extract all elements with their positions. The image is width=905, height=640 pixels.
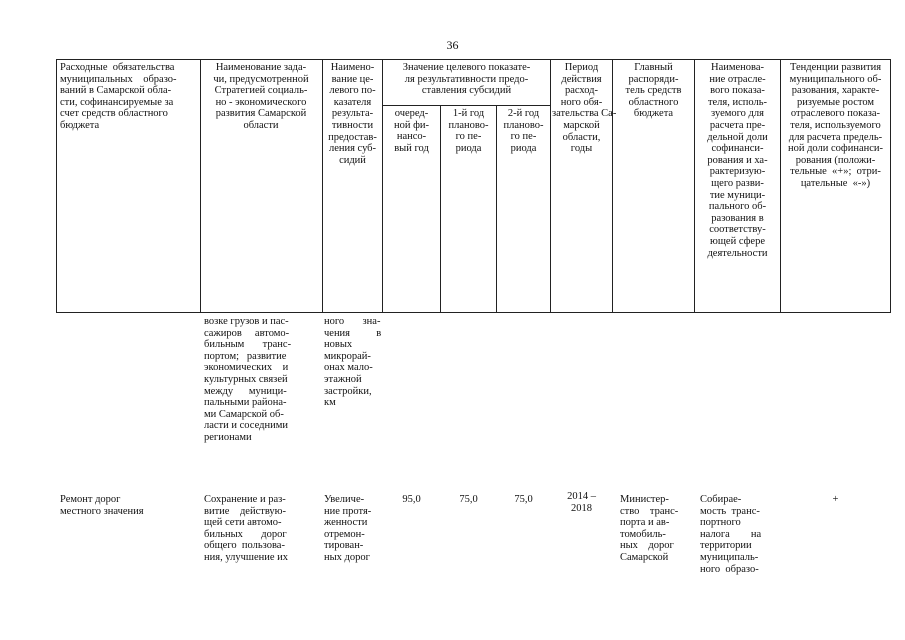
row-trend: +: [832, 494, 839, 505]
header-col-manager: Главный распоряди- тель средств областного бюджета: [625, 62, 682, 120]
header-col-task: Наименование зада- чи, предусмотренной Стратегией социаль- но - экономического развития Самарской области: [213, 62, 309, 131]
page-number: 36: [446, 38, 459, 52]
row-indicator: Увеличе- ние протя- женности отремон- тирован- ных дорог: [324, 494, 372, 563]
continuation-task-text: возке грузов и пас- сажиров автомо- бильным транс- портом; развитие экономических и культурных связей между муници- пальными района- ми Самарской об- ласти и соседними регионами: [204, 316, 292, 443]
row-value-plan-year-1: 75,0: [459, 494, 478, 505]
header-col-period: Период действия расход- ного обя- зательства Са- марской области, годы: [552, 62, 617, 155]
row-manager: Министер- ство транс- порта и ав- томобиль- ных дорог Самарской: [620, 494, 679, 563]
header-col-plan-year-2: 2-й год планово- го пе- риода: [503, 108, 544, 154]
row-value-plan-year-2: 75,0: [514, 494, 533, 505]
header-col-obligations: Расходные обязательства муниципальных образо- ваний в Самарской обла- сти, софинансируемые за счет средств областного бюджета: [60, 62, 177, 131]
header-col-trend: Тенденции развития муниципального об- разования, характе- ризуемые ростом отраслевого показа- теля, используемого для расчета предель- ной доли софинанси- рования (положи- тельные «+»; отри- цательные «-»): [787, 62, 884, 189]
row-obligation: Ремонт дорог местного значения: [60, 494, 144, 517]
header-col-sector-indicator: Наименова- ние отрасле- вого показа- теля, исполь- зуемого для расчета пре- дельной доли софинанси- рования и ха- рактеризую- щего разви- тие муници- пального об- разования в соответству- ющей сфере деятельности: [707, 62, 768, 259]
row-task: Сохранение и раз- витие действую- щей сети автомо- бильных дорог общего пользова- ния, улучшение их: [204, 494, 289, 563]
continuation-indicator-text: ного зна- чения в новых микрорай- онах мало- этажной застройки, км: [324, 316, 382, 409]
header-col-current-year: очеред- ной фи- нансо- вый год: [393, 108, 430, 154]
header-col-indicator: Наимено- вание це- левого по- казателя результа- тивности предостав- ления суб- сидий: [328, 62, 377, 166]
row-period: 2014 – 2018: [567, 491, 596, 514]
row-sector-indicator: Собирае- мость транс- портного налога на территории муниципаль- ного образо-: [700, 494, 762, 575]
header-group-target-value: Значение целевого показате- ля результативности предо- ставления субсидий: [402, 62, 531, 97]
row-value-current-year: 95,0: [402, 494, 421, 505]
header-col-plan-year-1: 1-й год планово- го пе- риода: [448, 108, 489, 154]
